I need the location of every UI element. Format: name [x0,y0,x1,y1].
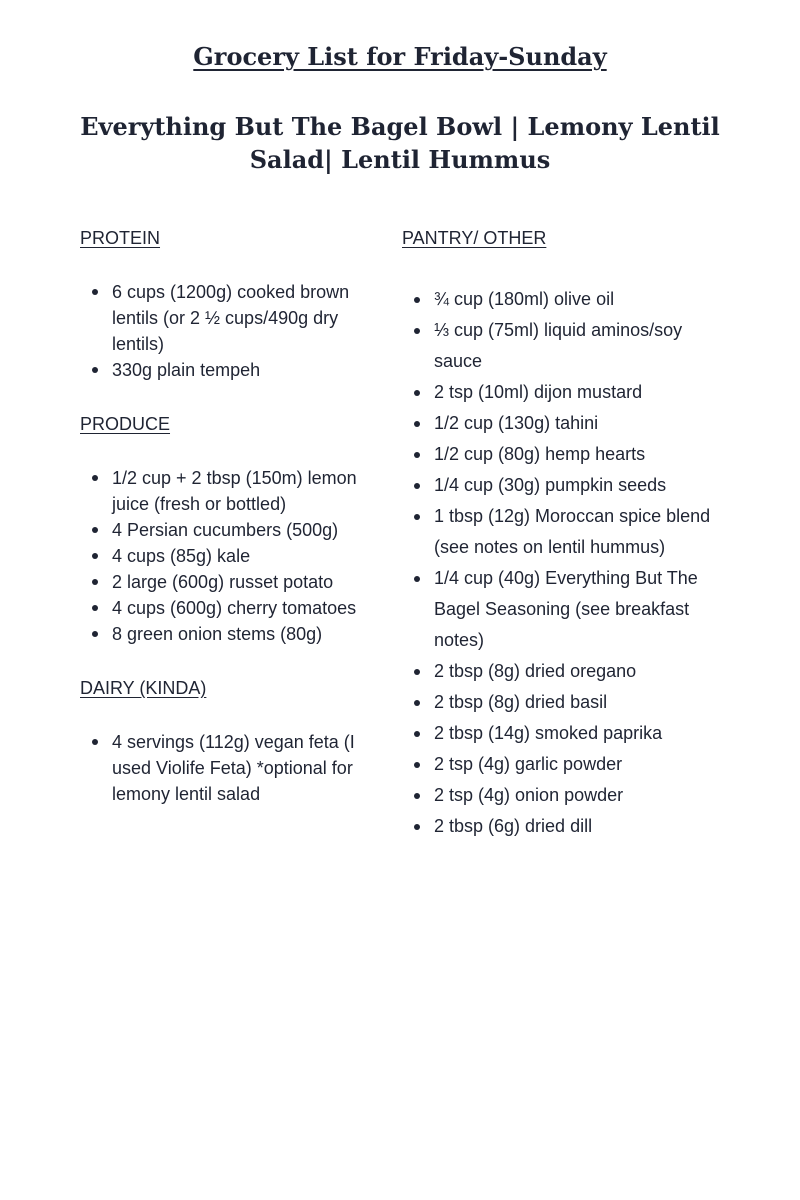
pantry-list [402,284,732,842]
section-heading-produce: PRODUCE [80,414,171,434]
section-heading-pantry: PANTRY/ OTHER [402,228,547,248]
list-item: 2 tsp (4g) onion powder [402,780,732,811]
list-item: 1/2 cup (80g) hemp hearts [402,439,732,470]
list-item: 330g plain tempeh [80,357,380,383]
list-item: 1 tbsp (12g) Moroccan spice blend (see notes on lentil hummus) [402,501,732,563]
produce-list [80,465,380,647]
list-item: 4 servings (112g) vegan feta (I used Violife Feta) *optional for lemony lentil salad [80,729,380,807]
section-heading-protein: PROTEIN [80,228,161,248]
list-item: 1/4 cup (40g) Everything But The Bagel Seasoning (see breakfast notes) [402,563,732,656]
section-heading-dairy: DAIRY (KINDA) [80,678,207,698]
left-column [80,227,380,837]
list-item: 1/4 cup (30g) pumpkin seeds [402,470,732,501]
right-column [402,227,732,842]
list-item: 6 cups (1200g) cooked brown lentils (or 2 ½ cups/490g dry lentils) [80,279,380,357]
recipe-list-subtitle: Everything But The Bagel Bowl | Lemony Lentil Salad| Lentil Hummus [80,112,720,174]
list-item: 4 cups (600g) cherry tomatoes [80,595,380,621]
list-item: 2 tsp (4g) garlic powder [402,749,732,780]
list-item: 4 Persian cucumbers (500g) [80,517,380,543]
list-item: 4 cups (85g) kale [80,543,380,569]
list-item: 2 tbsp (8g) dried basil [402,687,732,718]
list-item: 1/2 cup (130g) tahini [402,408,732,439]
list-item: 8 green onion stems (80g) [80,621,380,647]
dairy-list [80,729,380,807]
list-item: 2 tbsp (6g) dried dill [402,811,732,842]
list-item: 1/2 cup + 2 tbsp (150m) lemon juice (fresh or bottled) [80,465,380,517]
page-title: Grocery List for Friday-Sunday [193,42,607,71]
list-item: 2 tsp (10ml) dijon mustard [402,377,732,408]
list-item: 2 large (600g) russet potato [80,569,380,595]
list-item: 2 tbsp (14g) smoked paprika [402,718,732,749]
list-item: ⅓ cup (75ml) liquid aminos/soy sauce [402,315,732,377]
protein-list [80,279,380,383]
list-item: ¾ cup (180ml) olive oil [402,284,732,315]
list-item: 2 tbsp (8g) dried oregano [402,656,732,687]
